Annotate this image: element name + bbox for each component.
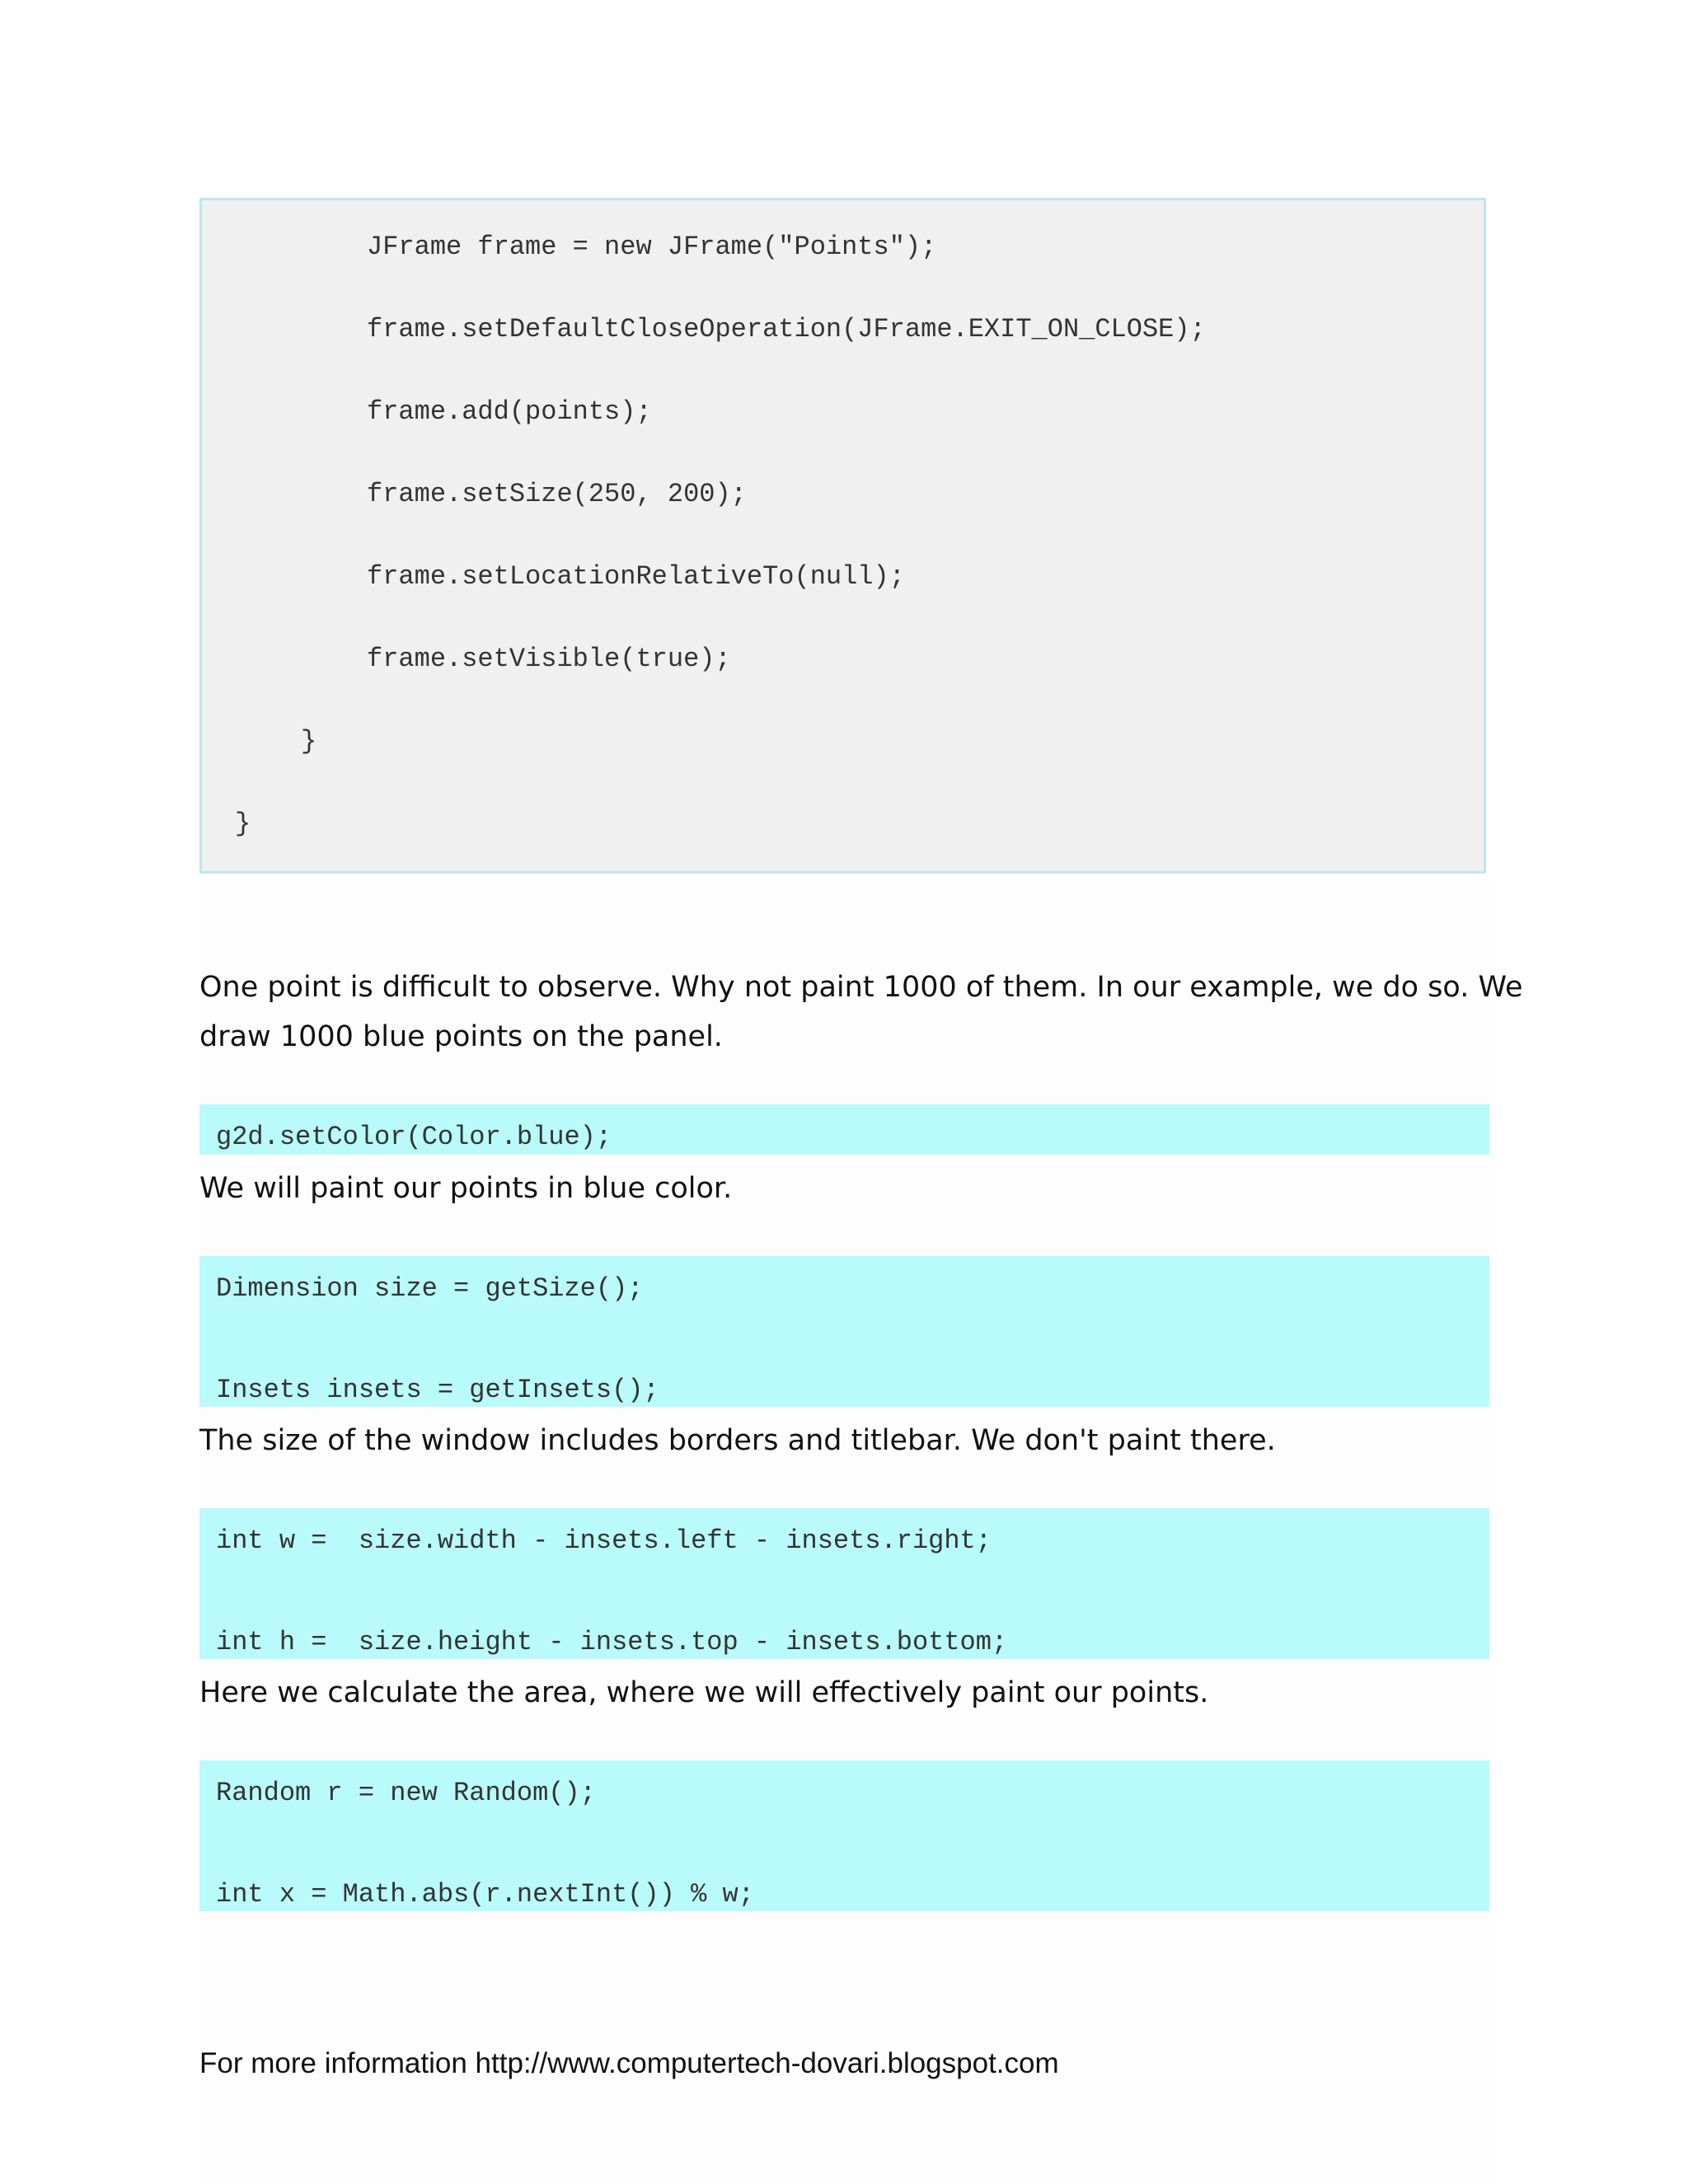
code-line: g2d.setColor(Color.blue); bbox=[216, 1122, 612, 1152]
blue-color-paragraph: We will paint our points in blue color. bbox=[199, 1172, 733, 1205]
code-snippet-set-color bbox=[199, 1104, 1489, 1155]
code-line: frame.setLocationRelativeTo(null); bbox=[367, 561, 905, 592]
code-line: Random r = new Random(); bbox=[216, 1778, 596, 1808]
code-snippet-random bbox=[199, 1760, 1489, 1911]
code-line: JFrame frame = new JFrame("Points"); bbox=[367, 232, 937, 262]
code-line: frame.setSize(250, 200); bbox=[367, 479, 747, 509]
code-line: int h = size.height - insets.top - insets.bottom; bbox=[216, 1627, 1008, 1657]
code-snippet-size-insets bbox=[199, 1256, 1489, 1407]
code-line: frame.setDefaultCloseOperation(JFrame.EXIT_ON_CLOSE); bbox=[367, 314, 1206, 344]
code-block bbox=[199, 198, 1486, 874]
intro-paragraph-line-2: draw 1000 blue points on the panel. bbox=[199, 1020, 723, 1053]
code-line: frame.add(points); bbox=[367, 396, 652, 427]
code-line: int w = size.width - insets.left - insets.right; bbox=[216, 1526, 992, 1556]
intro-paragraph-line-1: One point is difficult to observe. Why not paint 1000 of them. In our example, we do so. We bbox=[199, 971, 1523, 1004]
window-size-paragraph: The size of the window includes borders and titlebar. We don't paint there. bbox=[199, 1424, 1276, 1457]
code-line: int x = Math.abs(r.nextInt()) % w; bbox=[216, 1879, 754, 1910]
code-snippet-width-height bbox=[199, 1508, 1489, 1659]
area-paragraph: Here we calculate the area, where we will effectively paint our points. bbox=[199, 1676, 1209, 1709]
code-line: frame.setVisible(true); bbox=[367, 644, 731, 674]
code-line: } bbox=[235, 808, 251, 839]
code-line: Insets insets = getInsets(); bbox=[216, 1375, 659, 1405]
code-line: } bbox=[301, 726, 317, 757]
code-line: Dimension size = getSize(); bbox=[216, 1273, 644, 1304]
footer-info: For more information http://www.computertech-dovari.blogspot.com bbox=[199, 2047, 1059, 2079]
